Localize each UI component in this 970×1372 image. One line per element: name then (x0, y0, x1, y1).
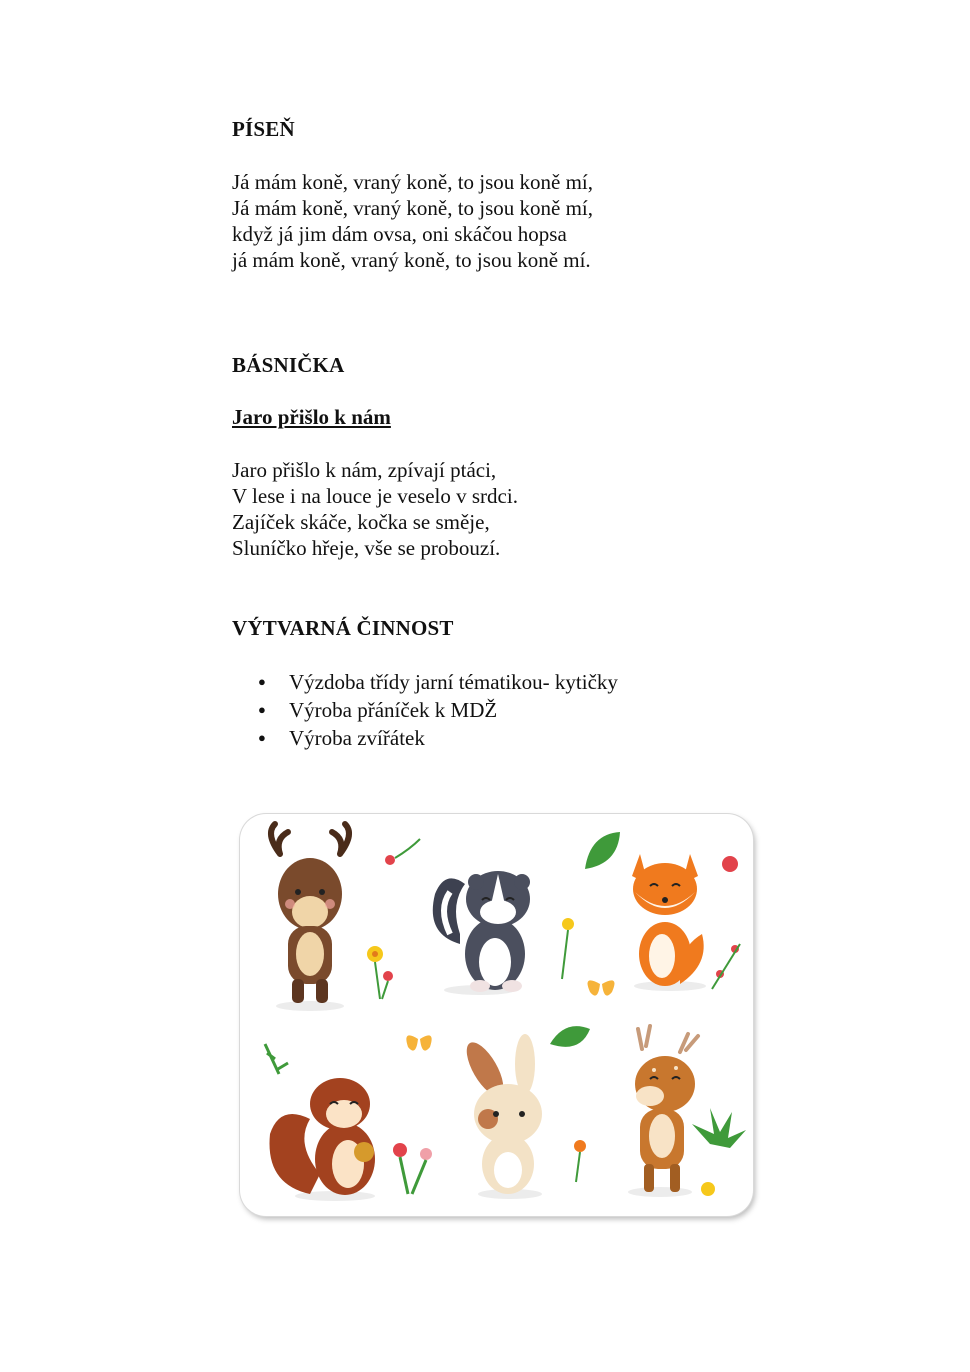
poem-line: Sluníčko hřeje, vše se probouzí. (232, 536, 501, 560)
poem-heading: BÁSNIČKA (232, 353, 345, 377)
song-line: Já mám koně, vraný koně, to jsou koně mí, (232, 170, 594, 194)
song-line: já mám koně, vraný koně, to jsou koně mí. (232, 248, 591, 272)
fox-icon (632, 854, 704, 986)
list-item: ● Výroba přáníček k MDŽ (258, 696, 618, 724)
squirrel-icon (270, 1078, 376, 1195)
forest-animals-illustration (240, 814, 753, 1216)
poem-line: Zajíček skáče, kočka se směje, (232, 510, 490, 534)
poem-line: V lese i na louce je veselo v srdci. (232, 484, 518, 508)
song-heading: PÍSEŇ (232, 117, 295, 141)
poem-title: Jaro přišlo k nám (232, 405, 391, 429)
art-activity-list (258, 668, 618, 752)
moose-icon (271, 824, 349, 1003)
song-lyrics (232, 169, 593, 273)
deer-icon (635, 1026, 698, 1192)
art-heading: VÝTVARNÁ ČINNOST (232, 616, 454, 640)
list-item: ● Výzdoba třídy jarní tématikou- kytičky (258, 668, 618, 696)
list-item: ● Výroba zvířátek (258, 724, 618, 752)
bunny-icon (460, 1034, 542, 1194)
song-line: když já jim dám ovsa, oni skáčou hopsa (232, 222, 567, 246)
poem-verses (232, 457, 518, 561)
song-line: Já mám koně, vraný koně, to jsou koně mí, (232, 196, 594, 220)
skunk-icon (433, 871, 530, 992)
poem-line: Jaro přišlo k nám, zpívají ptáci, (232, 458, 497, 482)
